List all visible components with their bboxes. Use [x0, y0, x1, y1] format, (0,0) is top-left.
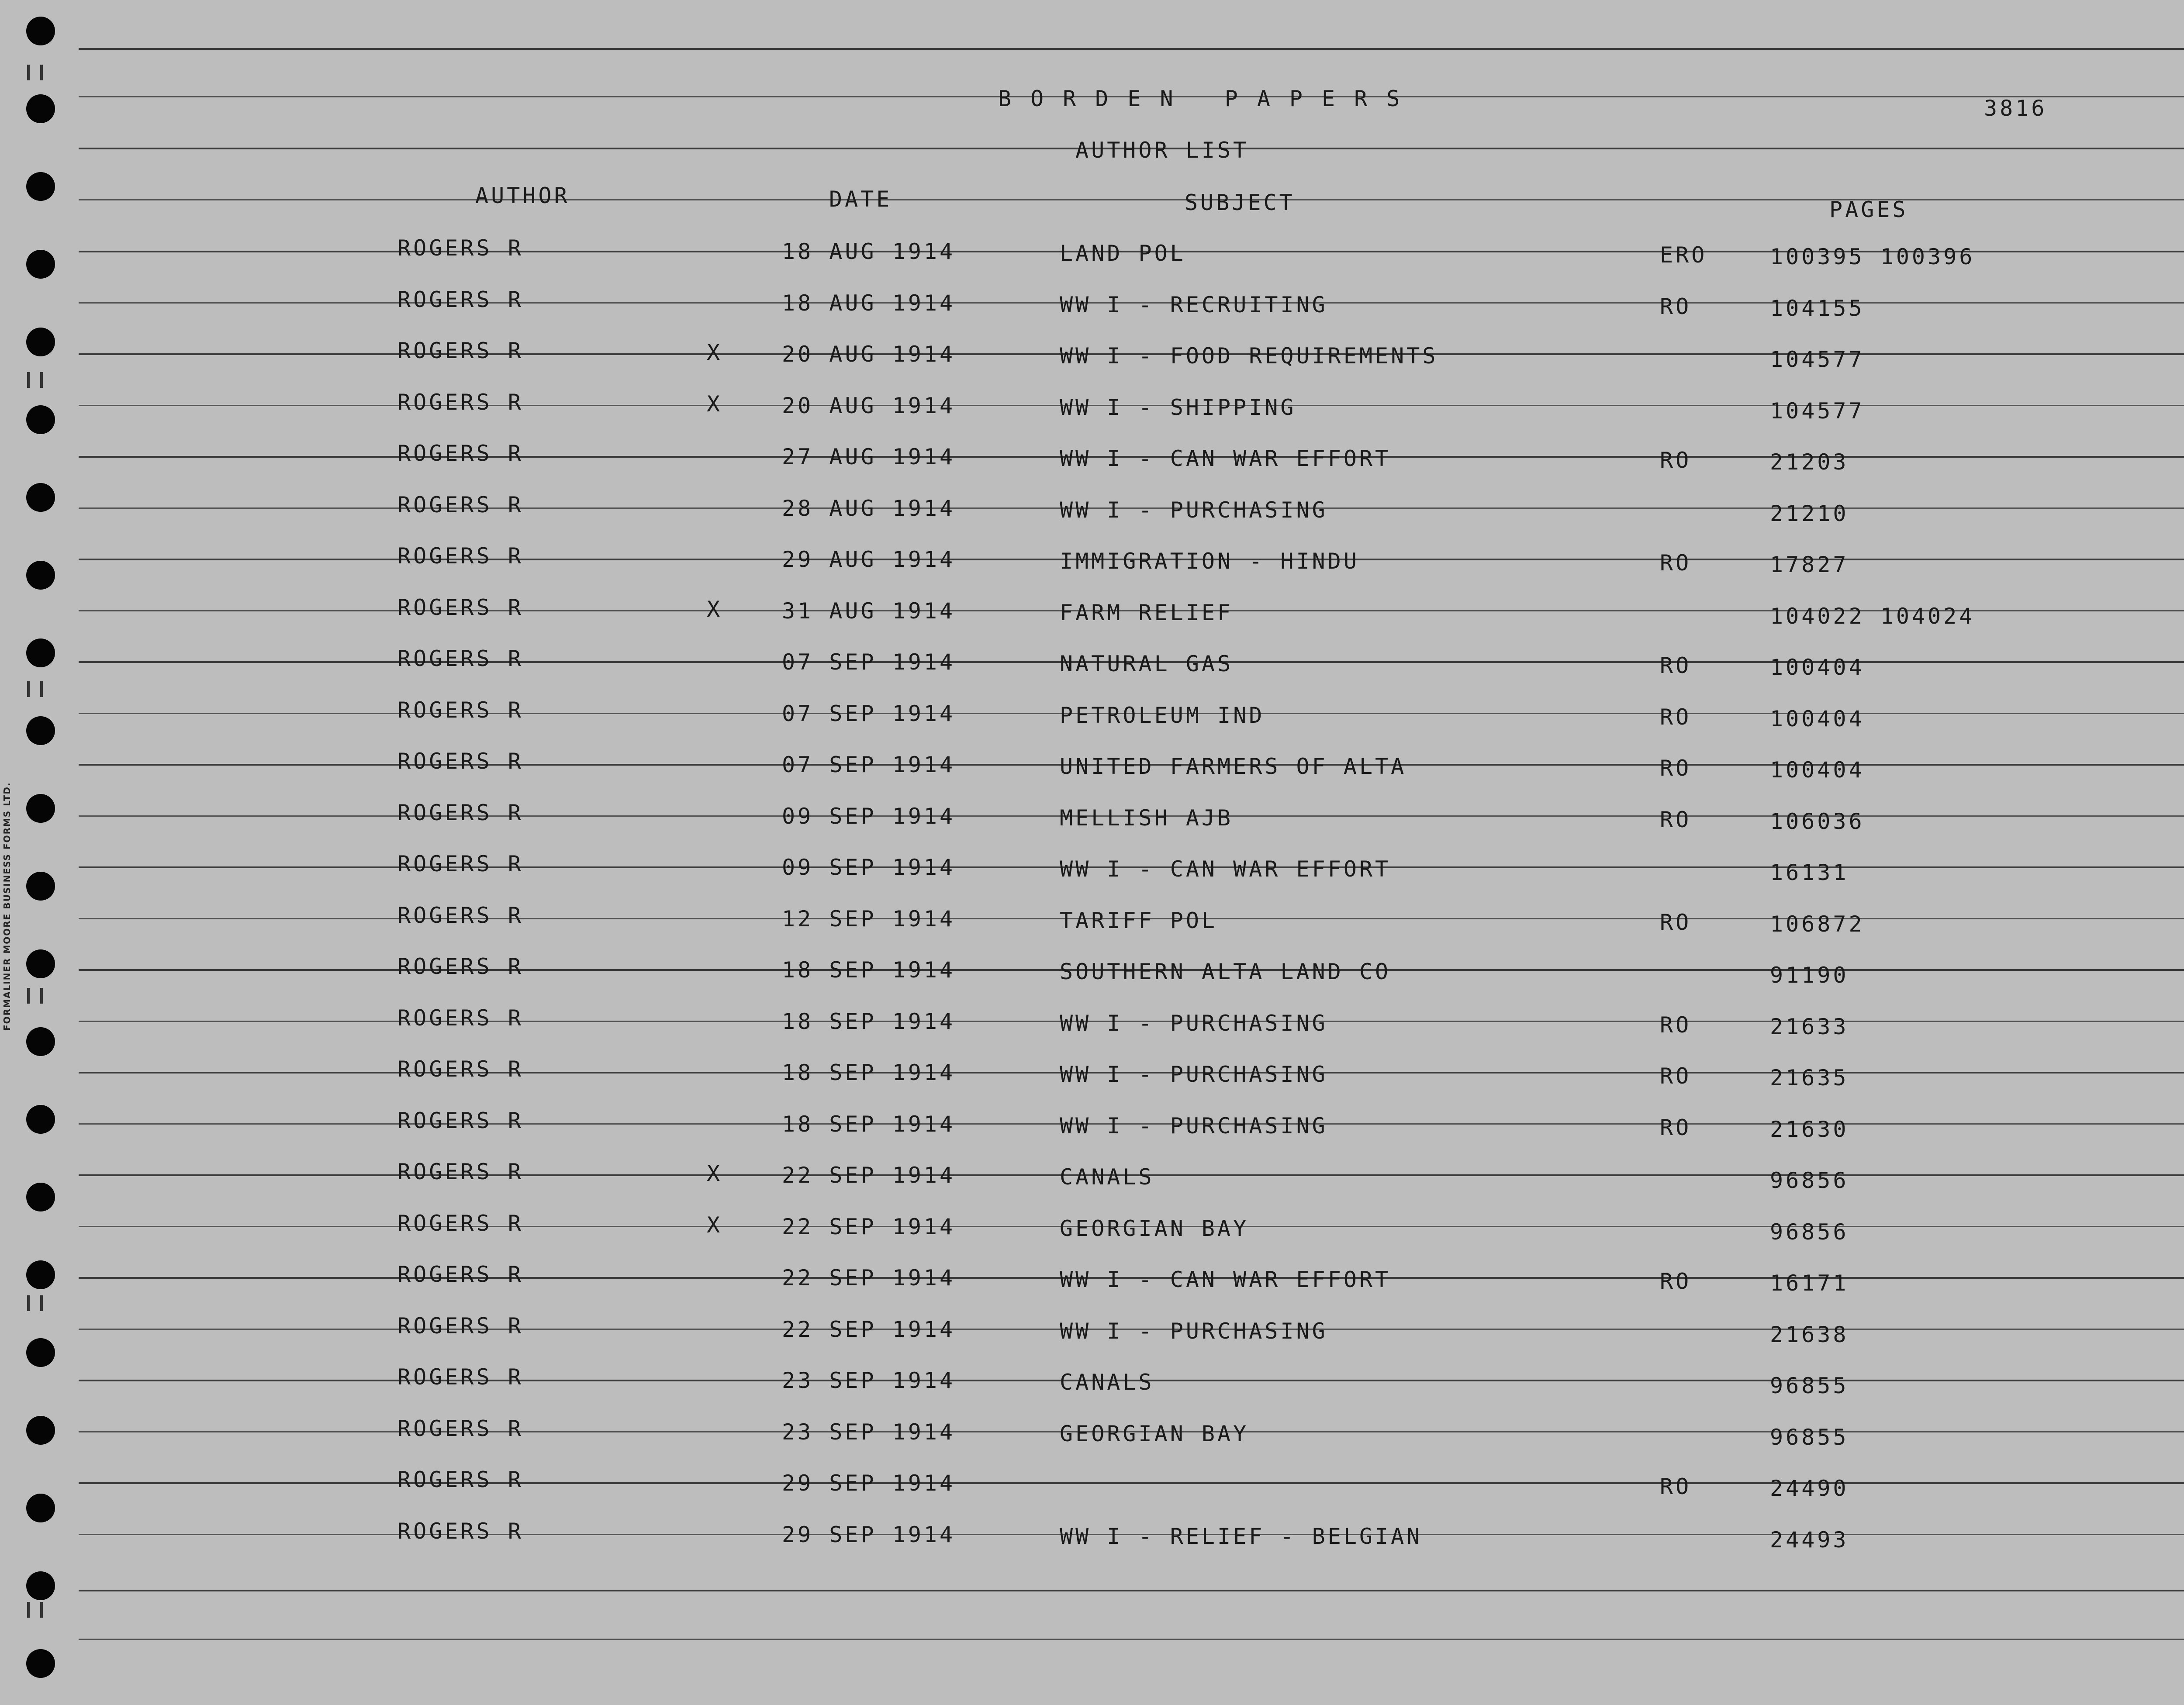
ruled-line: [79, 1639, 2184, 1640]
author-cell: ROGERS R: [397, 543, 524, 569]
code-cell: RO: [1660, 704, 1692, 730]
author-cell: ROGERS R: [397, 646, 524, 671]
author-cell: ROGERS R: [397, 1159, 524, 1184]
code-cell: RO: [1660, 1115, 1692, 1140]
date-cell: 18 SEP 1914: [782, 1009, 956, 1034]
author-cell: ROGERS R: [397, 235, 524, 261]
author-cell: ROGERS R: [397, 1005, 524, 1031]
subject-cell: WW I - SHIPPING: [1060, 395, 1296, 420]
subject-cell: WW I - RECRUITING: [1060, 292, 1328, 318]
column-header-pages: PAGES: [1829, 197, 1908, 222]
perforation-tick: [27, 1602, 43, 1618]
perforation-tick: [27, 372, 43, 388]
code-cell: RO: [1660, 1269, 1692, 1294]
author-cell: ROGERS R: [397, 1364, 524, 1390]
date-cell: 07 SEP 1914: [782, 752, 956, 777]
code-cell: RO: [1660, 807, 1692, 832]
date-cell: 22 SEP 1914: [782, 1317, 956, 1342]
feed-hole: [26, 328, 55, 356]
date-cell: 29 AUG 1914: [782, 547, 956, 572]
date-cell: 09 SEP 1914: [782, 855, 956, 880]
pages-cell: 96856: [1770, 1168, 1849, 1193]
date-cell: 20 AUG 1914: [782, 393, 956, 418]
author-cell: ROGERS R: [397, 287, 524, 312]
perforation-tick: [27, 988, 43, 1004]
feed-hole: [26, 1105, 55, 1134]
subject-cell: WW I - PURCHASING: [1060, 1318, 1328, 1344]
feed-hole: [26, 872, 55, 901]
date-cell: 29 SEP 1914: [782, 1470, 956, 1496]
feed-hole: [26, 1494, 55, 1522]
author-cell: ROGERS R: [397, 1056, 524, 1082]
author-cell: ROGERS R: [397, 390, 524, 415]
subject-cell: GEORGIAN BAY: [1060, 1421, 1249, 1446]
pages-cell: 24493: [1770, 1527, 1849, 1553]
date-cell: 20 AUG 1914: [782, 342, 956, 367]
date-cell: 22 SEP 1914: [782, 1214, 956, 1239]
subject-cell: MELLISH AJB: [1060, 805, 1234, 831]
feed-hole: [26, 716, 55, 745]
author-cell: ROGERS R: [397, 1416, 524, 1441]
ruled-line: [79, 1482, 2184, 1484]
subject-cell: WW I - PURCHASING: [1060, 1062, 1328, 1087]
subject-cell: WW I - PURCHASING: [1060, 1011, 1328, 1036]
ruled-line: [79, 1590, 2184, 1591]
column-header-author: AUTHOR: [475, 183, 570, 208]
report-title: BORDEN PAPERS: [998, 86, 1419, 111]
feed-hole: [26, 172, 55, 201]
mark-cell: X: [707, 391, 723, 417]
author-cell: ROGERS R: [397, 1108, 524, 1133]
author-cell: ROGERS R: [397, 595, 524, 620]
author-cell: ROGERS R: [397, 851, 524, 877]
feed-hole: [26, 1649, 55, 1678]
ruled-line: [79, 48, 2184, 50]
author-cell: ROGERS R: [397, 697, 524, 723]
date-cell: 18 AUG 1914: [782, 290, 956, 316]
subject-cell: WW I - FOOD REQUIREMENTS: [1060, 343, 1438, 369]
author-cell: ROGERS R: [397, 1262, 524, 1287]
pages-cell: 21210: [1770, 501, 1849, 526]
pages-cell: 100404: [1770, 655, 1865, 680]
mark-cell: X: [707, 340, 723, 365]
pages-cell: 17827: [1770, 552, 1849, 577]
author-cell: ROGERS R: [397, 903, 524, 928]
pages-cell: 100404: [1770, 706, 1865, 732]
pages-cell: 104022 104024: [1770, 604, 1975, 629]
author-cell: ROGERS R: [397, 1519, 524, 1544]
subject-cell: WW I - RELIEF - BELGIAN: [1060, 1524, 1423, 1549]
date-cell: 09 SEP 1914: [782, 804, 956, 829]
feed-hole: [26, 1260, 55, 1289]
code-cell: RO: [1660, 756, 1692, 781]
code-cell: RO: [1660, 1012, 1692, 1038]
pages-cell: 96856: [1770, 1219, 1849, 1245]
author-cell: ROGERS R: [397, 1467, 524, 1492]
pages-cell: 100395 100396: [1770, 244, 1975, 269]
report-subtitle: AUTHOR LIST: [1075, 138, 1249, 163]
mark-cell: X: [707, 597, 723, 622]
subject-cell: WW I - CAN WAR EFFORT: [1060, 856, 1391, 882]
perforation-tick: [27, 1295, 43, 1311]
author-cell: ROGERS R: [397, 749, 524, 774]
author-cell: ROGERS R: [397, 338, 524, 363]
pages-cell: 96855: [1770, 1425, 1849, 1450]
pages-cell: 21633: [1770, 1014, 1849, 1039]
date-cell: 18 SEP 1914: [782, 1060, 956, 1085]
pages-cell: 21203: [1770, 449, 1849, 475]
mark-cell: X: [707, 1161, 723, 1186]
feed-hole: [26, 949, 55, 978]
date-cell: 18 SEP 1914: [782, 1111, 956, 1137]
date-cell: 07 SEP 1914: [782, 701, 956, 726]
feed-hole: [26, 1183, 55, 1211]
pages-cell: 16131: [1770, 860, 1849, 885]
date-cell: 27 AUG 1914: [782, 444, 956, 469]
feed-hole: [26, 483, 55, 512]
date-cell: 28 AUG 1914: [782, 496, 956, 521]
pages-cell: 104577: [1770, 347, 1865, 372]
subject-cell: NATURAL GAS: [1060, 651, 1234, 676]
subject-cell: IMMIGRATION - HINDU: [1060, 549, 1359, 574]
pages-cell: 106872: [1770, 911, 1865, 937]
subject-cell: TARIFF POL: [1060, 908, 1218, 933]
date-cell: 12 SEP 1914: [782, 906, 956, 932]
subject-cell: WW I - CAN WAR EFFORT: [1060, 446, 1391, 471]
date-cell: 07 SEP 1914: [782, 649, 956, 675]
subject-cell: WW I - CAN WAR EFFORT: [1060, 1267, 1391, 1292]
pages-cell: 16171: [1770, 1270, 1849, 1296]
feed-hole: [26, 1571, 55, 1600]
pages-cell: 106036: [1770, 809, 1865, 834]
pages-cell: 21635: [1770, 1065, 1849, 1091]
sheet-number: 3816: [1984, 96, 2047, 121]
subject-cell: GEORGIAN BAY: [1060, 1216, 1249, 1241]
subject-cell: CANALS: [1060, 1370, 1154, 1395]
subject-cell: LAND POL: [1060, 241, 1186, 266]
feed-hole: [26, 561, 55, 590]
perforation-tick: [27, 65, 43, 80]
pages-cell: 96855: [1770, 1373, 1849, 1398]
feed-hole: [26, 794, 55, 823]
date-cell: 31 AUG 1914: [782, 598, 956, 624]
pages-cell: 104155: [1770, 296, 1865, 321]
date-cell: 22 SEP 1914: [782, 1163, 956, 1188]
code-cell: RO: [1660, 1063, 1692, 1089]
feed-hole: [26, 1027, 55, 1056]
feed-hole: [26, 639, 55, 667]
feed-hole: [26, 1338, 55, 1367]
code-cell: RO: [1660, 653, 1692, 678]
feed-hole: [26, 1416, 55, 1445]
code-cell: ERO: [1660, 242, 1707, 268]
code-cell: RO: [1660, 1474, 1692, 1499]
author-cell: ROGERS R: [397, 954, 524, 979]
perforation-tick: [27, 681, 43, 697]
pages-cell: 100404: [1770, 757, 1865, 783]
subject-cell: CANALS: [1060, 1164, 1154, 1190]
author-cell: ROGERS R: [397, 800, 524, 825]
pages-cell: 21630: [1770, 1117, 1849, 1142]
code-cell: RO: [1660, 550, 1692, 576]
author-cell: ROGERS R: [397, 441, 524, 466]
subject-cell: WW I - PURCHASING: [1060, 1113, 1328, 1139]
pages-cell: 91190: [1770, 963, 1849, 988]
date-cell: 22 SEP 1914: [782, 1265, 956, 1291]
code-cell: RO: [1660, 448, 1692, 473]
author-cell: ROGERS R: [397, 1313, 524, 1339]
mark-cell: X: [707, 1212, 723, 1238]
side-imprint: FORMALINER MOORE BUSINESS FORMS LTD.: [2, 782, 12, 1031]
date-cell: 29 SEP 1914: [782, 1522, 956, 1547]
pages-cell: 21638: [1770, 1322, 1849, 1347]
feed-hole: [26, 405, 55, 434]
date-cell: 23 SEP 1914: [782, 1368, 956, 1393]
subject-cell: SOUTHERN ALTA LAND CO: [1060, 959, 1391, 984]
code-cell: RO: [1660, 294, 1692, 319]
subject-cell: PETROLEUM IND: [1060, 703, 1265, 728]
pages-cell: 104577: [1770, 398, 1865, 424]
subject-cell: FARM RELIEF: [1060, 600, 1234, 625]
code-cell: RO: [1660, 910, 1692, 935]
author-cell: ROGERS R: [397, 492, 524, 518]
date-cell: 23 SEP 1914: [782, 1419, 956, 1445]
feed-hole: [26, 94, 55, 123]
feed-hole: [26, 250, 55, 279]
date-cell: 18 AUG 1914: [782, 239, 956, 264]
subject-cell: WW I - PURCHASING: [1060, 497, 1328, 523]
feed-hole: [26, 17, 55, 45]
author-cell: ROGERS R: [397, 1211, 524, 1236]
column-header-date: DATE: [829, 186, 892, 212]
subject-cell: UNITED FARMERS OF ALTA: [1060, 754, 1407, 779]
pages-cell: 24490: [1770, 1476, 1849, 1501]
date-cell: 18 SEP 1914: [782, 957, 956, 983]
column-header-subject: SUBJECT: [1185, 190, 1295, 215]
